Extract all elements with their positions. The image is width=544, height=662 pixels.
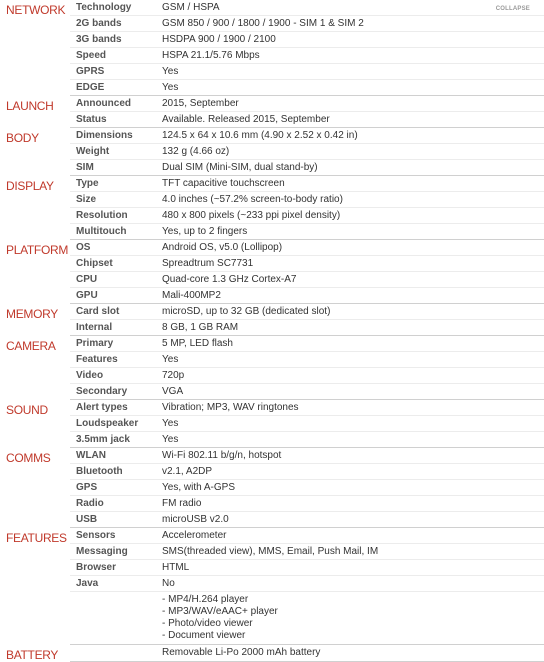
- spec-label: Video: [70, 368, 158, 384]
- spec-label: Chipset: [70, 256, 158, 272]
- spec-label: Size: [70, 192, 158, 208]
- spec-value: 720p: [158, 368, 544, 384]
- spec-label: Alert types: [70, 400, 158, 416]
- spec-label: Features: [70, 352, 158, 368]
- spec-label: 2G bands: [70, 16, 158, 32]
- spec-value: Vibration; MP3, WAV ringtones: [158, 400, 544, 416]
- section-title-body: BODY: [0, 128, 70, 176]
- spec-value-extra-list: [158, 592, 544, 645]
- spec-value: HTML: [158, 560, 544, 576]
- spec-label: GPU: [70, 288, 158, 304]
- spec-label: EDGE: [70, 80, 158, 96]
- extra-feature-line: - Photo/video viewer: [162, 618, 253, 629]
- spec-value: SMS(threaded view), MMS, Email, Push Mail, IM: [158, 544, 544, 560]
- spec-label: Internal: [70, 320, 158, 336]
- spec-label: Weight: [70, 144, 158, 160]
- section-title-display: DISPLAY: [0, 176, 70, 240]
- spec-value: Yes: [158, 80, 544, 96]
- spec-label: Bluetooth: [70, 464, 158, 480]
- spec-value: Yes, up to 2 fingers: [158, 224, 544, 240]
- spec-label: Java: [70, 576, 158, 592]
- spec-value: Yes: [158, 416, 544, 432]
- spec-value: Yes, with A-GPS: [158, 480, 544, 496]
- spec-label: 3.5mm jack: [70, 432, 158, 448]
- spec-label: [70, 645, 158, 662]
- spec-value: GSM / HSPA: [158, 0, 544, 16]
- spec-value: Yes: [158, 432, 544, 448]
- spec-value: 5 MP, LED flash: [158, 336, 544, 352]
- spec-label: Dimensions: [70, 128, 158, 144]
- section-title-comms: COMMS: [0, 448, 70, 528]
- section-title-battery: BATTERY: [0, 645, 70, 662]
- section-title-sound: SOUND: [0, 400, 70, 448]
- spec-value: microSD, up to 32 GB (dedicated slot): [158, 304, 544, 320]
- spec-label: Radio: [70, 496, 158, 512]
- extra-feature-line: - MP4/H.264 player: [162, 594, 249, 605]
- spec-value: Available. Released 2015, September: [158, 112, 544, 128]
- spec-value: microUSB v2.0: [158, 512, 544, 528]
- spec-value: 4.0 inches (~57.2% screen-to-body ratio): [158, 192, 544, 208]
- extra-feature-line: - MP3/WAV/eAAC+ player: [162, 606, 278, 617]
- spec-value: FM radio: [158, 496, 544, 512]
- spec-label: USB: [70, 512, 158, 528]
- spec-value: Dual SIM (Mini-SIM, dual stand-by): [158, 160, 544, 176]
- spec-value: Spreadtrum SC7731: [158, 256, 544, 272]
- section-title-platform: PLATFORM: [0, 240, 70, 304]
- spec-value: 124.5 x 64 x 10.6 mm (4.90 x 2.52 x 0.42 in): [158, 128, 544, 144]
- spec-label: Resolution: [70, 208, 158, 224]
- spec-value: Accelerometer: [158, 528, 544, 544]
- spec-value: 8 GB, 1 GB RAM: [158, 320, 544, 336]
- spec-value: 132 g (4.66 oz): [158, 144, 544, 160]
- spec-value: No: [158, 576, 544, 592]
- spec-label: 3G bands: [70, 32, 158, 48]
- spec-label: Type: [70, 176, 158, 192]
- spec-label: Secondary: [70, 384, 158, 400]
- spec-value: Mali-400MP2: [158, 288, 544, 304]
- spec-value: TFT capacitive touchscreen: [158, 176, 544, 192]
- spec-label: Technology: [70, 0, 158, 16]
- spec-value: HSDPA 900 / 1900 / 2100: [158, 32, 544, 48]
- spec-label: Announced: [70, 96, 158, 112]
- spec-label-empty: [70, 592, 158, 645]
- spec-label: Messaging: [70, 544, 158, 560]
- spec-label: Multitouch: [70, 224, 158, 240]
- collapse-button[interactable]: COLLAPSE: [495, 6, 530, 12]
- spec-label: Speed: [70, 48, 158, 64]
- spec-label: OS: [70, 240, 158, 256]
- spec-value: 2015, September: [158, 96, 544, 112]
- spec-label: SIM: [70, 160, 158, 176]
- spec-label: Browser: [70, 560, 158, 576]
- spec-label: GPS: [70, 480, 158, 496]
- spec-value: HSPA 21.1/5.76 Mbps: [158, 48, 544, 64]
- extra-feature-line: - Document viewer: [162, 630, 246, 641]
- section-title-camera: CAMERA: [0, 336, 70, 400]
- spec-label: Status: [70, 112, 158, 128]
- spec-value: Yes: [158, 352, 544, 368]
- spec-value: 480 x 800 pixels (~233 ppi pixel density): [158, 208, 544, 224]
- spec-value: GSM 850 / 900 / 1800 / 1900 - SIM 1 & SIM 2: [158, 16, 544, 32]
- section-title-launch: LAUNCH: [0, 96, 70, 128]
- spec-value: VGA: [158, 384, 544, 400]
- spec-label: Loudspeaker: [70, 416, 158, 432]
- section-title-network: NETWORK: [0, 0, 70, 96]
- spec-value: Quad-core 1.3 GHz Cortex-A7: [158, 272, 544, 288]
- spec-value: v2.1, A2DP: [158, 464, 544, 480]
- spec-label: GPRS: [70, 64, 158, 80]
- spec-label: CPU: [70, 272, 158, 288]
- spec-label: Primary: [70, 336, 158, 352]
- spec-label: Sensors: [70, 528, 158, 544]
- spec-label: WLAN: [70, 448, 158, 464]
- spec-value: Removable Li-Po 2000 mAh battery: [158, 645, 544, 662]
- section-title-memory: MEMORY: [0, 304, 70, 336]
- spec-value: Wi-Fi 802.11 b/g/n, hotspot: [158, 448, 544, 464]
- spec-value: Yes: [158, 64, 544, 80]
- spec-label: Card slot: [70, 304, 158, 320]
- section-title-features: FEATURES: [0, 528, 70, 645]
- spec-value: Android OS, v5.0 (Lollipop): [158, 240, 544, 256]
